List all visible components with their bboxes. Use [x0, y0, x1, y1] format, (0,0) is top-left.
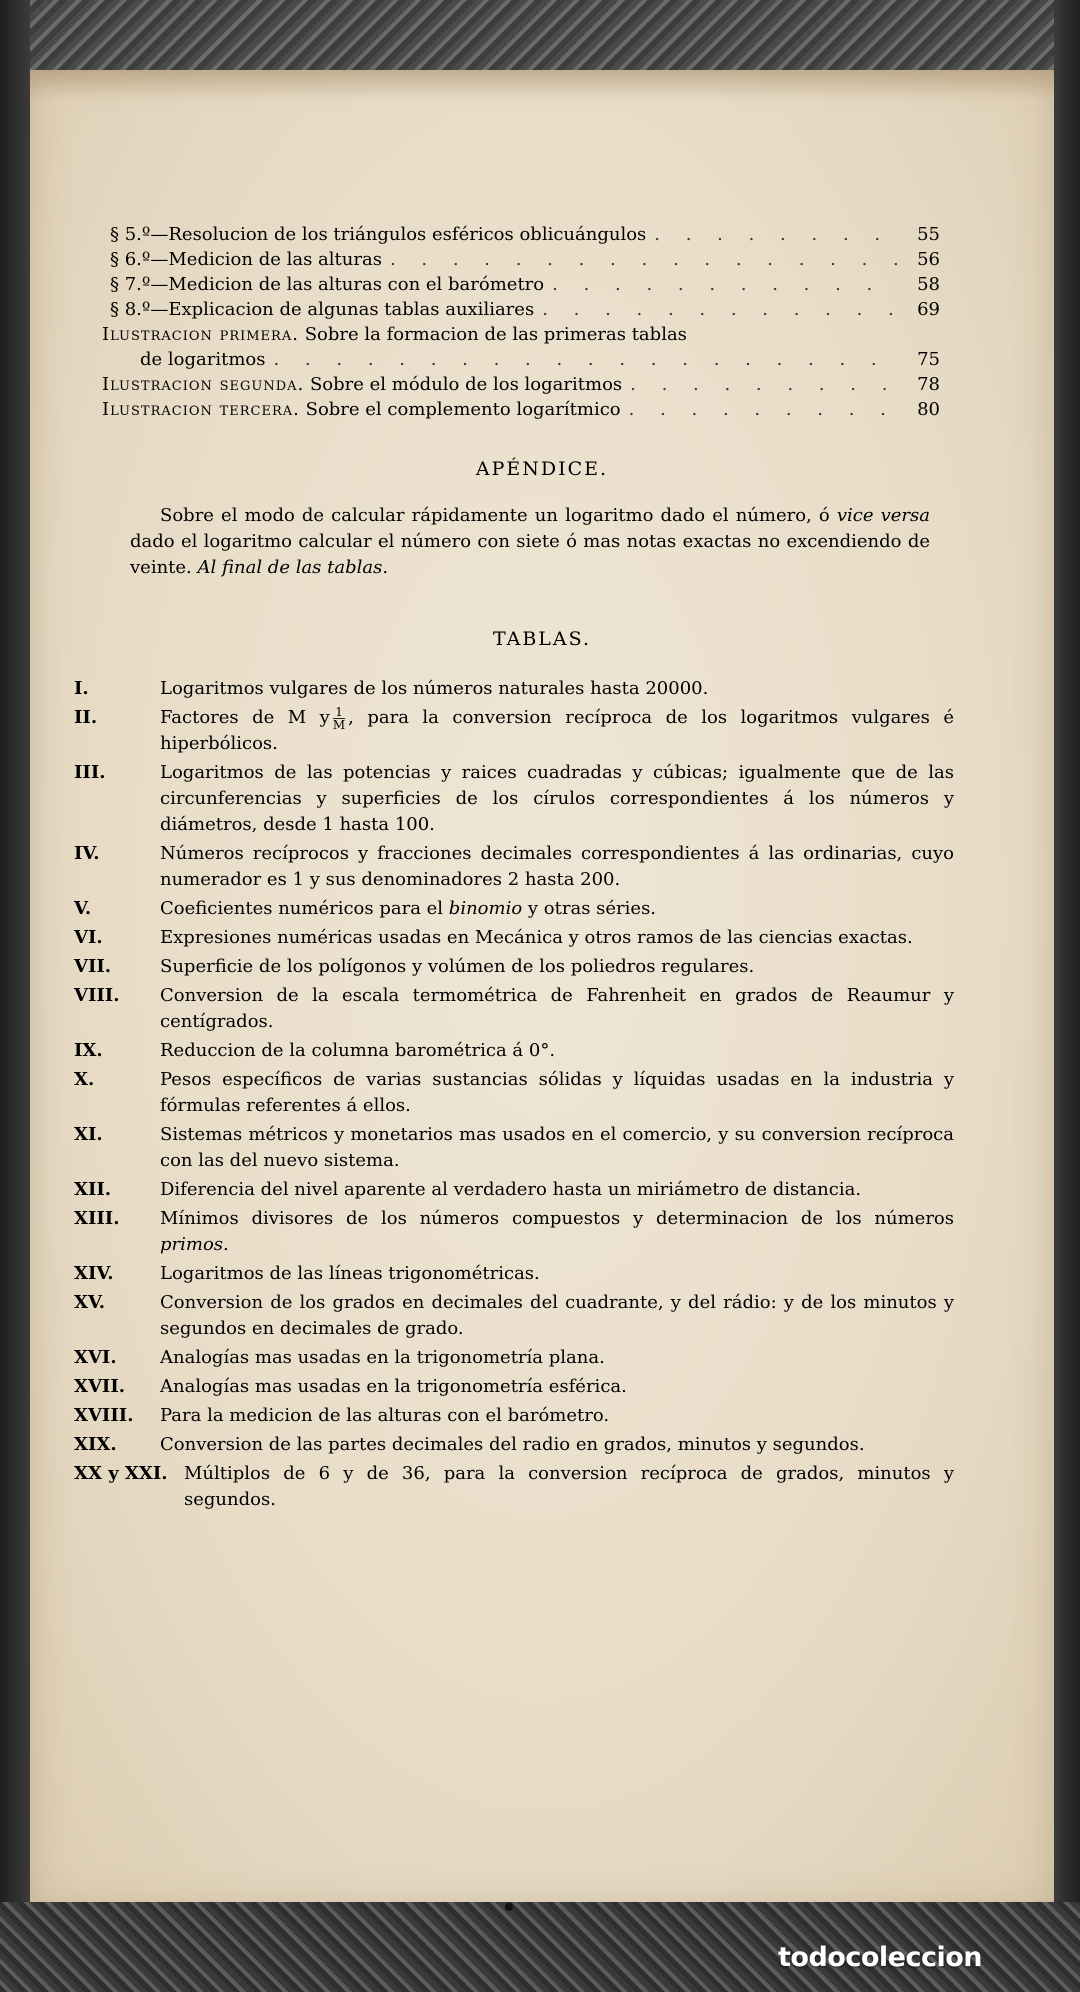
- toc-label: § 5.º—Resolucion de los triángulos esféricos oblicuángulos: [110, 224, 647, 245]
- toc-row: [110, 272, 940, 297]
- tabla-number: VIII.: [74, 985, 120, 1006]
- dot-leader: [273, 347, 898, 372]
- tabla-item: [74, 1290, 954, 1342]
- tabla-number: XX y XXI.: [74, 1463, 168, 1484]
- tabla-desc-b: .: [223, 1234, 229, 1255]
- tabla-number: XII.: [74, 1179, 112, 1200]
- tabla-item: [74, 983, 954, 1035]
- tabla-desc-a: Coeficientes numéricos para el: [160, 898, 444, 919]
- tabla-number: IX.: [74, 1040, 103, 1061]
- tabla-description: Múltiplos de 6 y de 36, para la conversion recíproca de grados, minutos y segundos.: [184, 1463, 954, 1510]
- dot-leader: [630, 372, 898, 397]
- tabla-number: XVI.: [74, 1347, 117, 1368]
- illustration-row: [102, 372, 940, 397]
- tabla-description: [160, 896, 954, 922]
- tabla-item: [74, 896, 954, 922]
- tabla-number: XV.: [74, 1292, 106, 1313]
- tabla-number: IV.: [74, 843, 100, 864]
- tabla-description: Números recíprocos y fracciones decimales correspondientes á las ordinarias, cuyo numerador es 1 y sus denominadores 2 hasta 200.: [160, 843, 954, 890]
- tabla-desc-a: Mínimos divisores de los números compuestos y determinacion de los números: [160, 1208, 954, 1229]
- apendice-heading: APÉNDICE.: [475, 458, 609, 480]
- tabla-item: [74, 1432, 954, 1458]
- tabla-item: [74, 760, 954, 838]
- illustration-text: Sobre el módulo de los logaritmos: [309, 374, 623, 395]
- dot-leader: [390, 247, 898, 272]
- tabla-description: Pesos específicos de varias sustancias sólidas y líquidas usadas en la industria y fórmulas referentes á ellos.: [160, 1069, 954, 1116]
- watermark-logo: todocoleccion: [778, 1942, 982, 1973]
- apendice-body: [130, 503, 930, 581]
- tabla-number: V.: [74, 898, 92, 919]
- toc-page: 80: [917, 399, 940, 420]
- tabla-description: Logaritmos de las líneas trigonométricas.: [160, 1263, 540, 1284]
- backdrop-left: [0, 0, 30, 1992]
- tabla-description: Logaritmos vulgares de los números naturales hasta 20000.: [160, 678, 709, 699]
- tabla-item: [74, 676, 954, 702]
- tabla-item: [74, 1261, 954, 1287]
- illustration-lead: Ilustracion segunda.: [102, 374, 305, 395]
- apendice-text-1: Sobre el modo de calcular rápidamente un logaritmo dado el número, ó: [160, 505, 830, 526]
- tabla-item: [74, 1374, 954, 1400]
- illustration-lead: Ilustracion primera.: [102, 324, 299, 345]
- tabla-desc-b: y otras séries.: [527, 898, 657, 919]
- tabla-number: XVIII.: [74, 1405, 134, 1426]
- tabla-description: [160, 705, 954, 757]
- toc-label: § 6.º—Medicion de las alturas: [110, 249, 382, 270]
- tabla-item: [74, 1345, 954, 1371]
- tabla-item: [74, 1177, 954, 1203]
- tabla-description: Expresiones numéricas usadas en Mecánica y otros ramos de las ciencias exactas.: [160, 927, 913, 948]
- tabla-number: III.: [74, 762, 106, 783]
- ink-dot: [505, 1903, 513, 1911]
- tabla-number: I.: [74, 678, 89, 699]
- toc-page: 56: [917, 249, 940, 270]
- tabla-description: Diferencia del nivel aparente al verdadero hasta un miriámetro de distancia.: [160, 1179, 862, 1200]
- dot-leader: [542, 297, 898, 322]
- tabla-desc-italic: binomio: [448, 898, 523, 919]
- apendice-italic-1: vice versa: [836, 505, 930, 526]
- tabla-item: [74, 705, 954, 757]
- tabla-item: [74, 1067, 954, 1119]
- illustration-row: [102, 397, 940, 422]
- backdrop-top: [0, 0, 1080, 80]
- dot-leader: [552, 272, 898, 297]
- tabla-description: Analogías mas usadas en la trigonometría plana.: [160, 1347, 605, 1368]
- tabla-description: Conversion de los grados en decimales del cuadrante, y del rádio: y de los minutos y segundos en decimales de grado.: [160, 1292, 954, 1339]
- toc-row: [110, 222, 940, 247]
- tabla-number: XIV.: [74, 1263, 114, 1284]
- toc-row: [110, 297, 940, 322]
- tabla-item: [74, 1461, 954, 1513]
- toc-page: 58: [917, 274, 940, 295]
- fraction: [333, 706, 345, 731]
- dot-leader: [629, 397, 898, 422]
- backdrop-right: [1054, 0, 1080, 1992]
- fraction-top: 1: [333, 706, 345, 719]
- toc-page: 55: [917, 224, 940, 245]
- tabla-item: [74, 1206, 954, 1258]
- tabla-desc-a: Factores de M y: [160, 707, 330, 728]
- tabla-description: Reduccion de la columna barométrica á 0°.: [160, 1040, 556, 1061]
- toc-list: [102, 222, 940, 422]
- tabla-number: XI.: [74, 1124, 103, 1145]
- tabla-description: Logaritmos de las potencias y raices cuadradas y cúbicas; igualmente que de las circunferencias y superficies de los círulos correspondientes á los números y diámetros, desde 1 hasta 100.: [160, 762, 954, 835]
- page-crease: [30, 70, 1054, 100]
- apendice-paragraph: [130, 503, 930, 581]
- illustration-continuation: de logaritmos: [140, 349, 266, 370]
- tabla-number: XIII.: [74, 1208, 120, 1229]
- tabla-number: VII.: [74, 956, 112, 977]
- apendice-italic-2: Al final de las tablas.: [197, 557, 389, 578]
- toc-label: § 7.º—Medicion de las alturas con el barómetro: [110, 274, 545, 295]
- illustration-text: Sobre la formacion de las primeras tablas: [304, 324, 687, 345]
- illustration-label: [102, 397, 621, 422]
- tabla-description: Conversion de la escala termométrica de Fahrenheit en grados de Reaumur y centígrados.: [160, 985, 954, 1032]
- illustration-text: Sobre el complemento logarítmico: [305, 399, 621, 420]
- toc-row: [110, 247, 940, 272]
- tabla-description: Conversion de las partes decimales del radio en grados, minutos y segundos.: [160, 1434, 865, 1455]
- toc-page: 78: [917, 374, 940, 395]
- illustration-row-continuation: [110, 347, 940, 372]
- illustration-lead: Ilustracion tercera.: [102, 399, 300, 420]
- tabla-description: Para la medicion de las alturas con el barómetro.: [160, 1405, 610, 1426]
- tabla-item: [74, 841, 954, 893]
- toc-page: 69: [917, 299, 940, 320]
- tabla-item: [74, 1403, 954, 1429]
- toc-label: § 8.º—Explicacion de algunas tablas auxiliares: [110, 299, 535, 320]
- dot-leader: [654, 222, 898, 247]
- tabla-description: Sistemas métricos y monetarios mas usados en el comercio, y su conversion recíproca con las del nuevo sistema.: [160, 1124, 954, 1171]
- tabla-number: XIX.: [74, 1434, 117, 1455]
- tablas-list: [74, 676, 954, 1516]
- tabla-description: [160, 1206, 954, 1258]
- tabla-desc-b: , para la conversion recíproca de los logaritmos vulgares é hiperbólicos.: [160, 707, 954, 754]
- tabla-number: VI.: [74, 927, 103, 948]
- tabla-number: X.: [74, 1069, 95, 1090]
- tabla-item: [74, 925, 954, 951]
- toc-page: 75: [917, 349, 940, 370]
- fraction-bottom: M: [332, 717, 346, 732]
- illustration-label: [102, 372, 622, 397]
- apendice-text-2: dado el logaritmo calcular el número con siete ó mas notas exactas no excendiendo de veinte.: [130, 531, 930, 578]
- tabla-item: [74, 1038, 954, 1064]
- illustration-label: [102, 322, 687, 347]
- tabla-number: XVII.: [74, 1376, 126, 1397]
- tabla-item: [74, 1122, 954, 1174]
- tabla-description: Superficie de los polígonos y volúmen de los poliedros regulares.: [160, 956, 755, 977]
- tabla-description: Analogías mas usadas en la trigonometría esférica.: [160, 1376, 627, 1397]
- tabla-desc-italic: primos: [160, 1234, 224, 1255]
- illustration-row: [102, 322, 940, 347]
- tabla-number: II.: [74, 707, 98, 728]
- tablas-heading: TABLAS.: [492, 628, 592, 650]
- tabla-item: [74, 954, 954, 980]
